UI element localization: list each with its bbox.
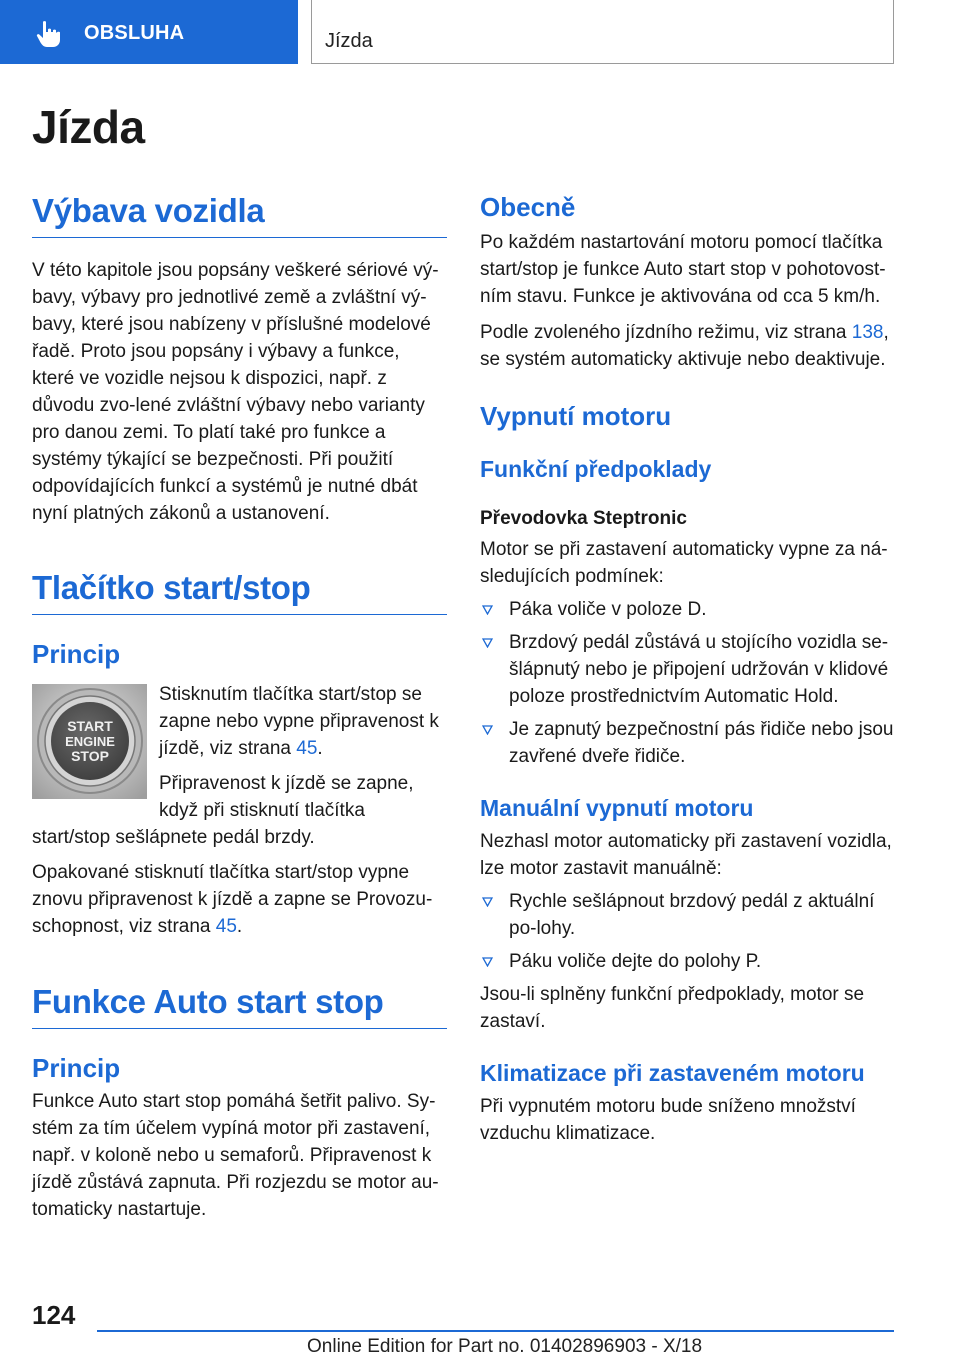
page-link-45[interactable]: 45 bbox=[296, 738, 318, 759]
footer-edition-text: Online Edition for Part no. 01402896903 - X/18 bbox=[307, 1336, 703, 1357]
list-item: Brzdový pedál zůstává u stojícího vozidla se-šlápnutý nebo je připojení udržován v klidové poloze prostřednictvím Automatic Hold. bbox=[480, 629, 896, 710]
section-tab[interactable] bbox=[0, 0, 298, 64]
hand-pointer-icon bbox=[36, 20, 62, 48]
paragraph-manualni-after: Jsou-li splněny funkční předpoklady, motor se zastaví. bbox=[480, 984, 865, 1032]
list-item: Je zapnutý bezpečnostní pás řidiče nebo jsou zavřené dveře řidiče. bbox=[480, 716, 896, 770]
start-engine-stop-icon bbox=[32, 684, 147, 799]
heading-funkce-auto-start-stop: Funkce Auto start stop bbox=[32, 983, 447, 1029]
paragraph-princip-1: Stisknutím tlačítka start/stop se zapne nebo vypne připravenost k jízdě, viz strana 45. bbox=[159, 684, 439, 759]
triangle-bullet-icon bbox=[482, 605, 493, 615]
subheading-princip-1: Princip bbox=[32, 639, 121, 669]
button-text-stop: STOP bbox=[71, 748, 109, 764]
paragraph-obecne-2: Podle zvoleného jízdního režimu, viz strana 138, se systém automaticky aktivuje nebo deaktivuje. bbox=[480, 322, 889, 370]
paragraph-obecne-1: Po každém nastartování motoru pomocí tlačítka start/stop je funkce Auto start stop v pohotovost-ním stavu. Funkce je aktivována od cca 5 km/h. bbox=[480, 232, 886, 307]
heading-klimatizace: Klimatizace při zastaveném motoru bbox=[480, 1060, 865, 1086]
page-title: Jízda bbox=[32, 101, 145, 153]
heading-vypnuti-motoru: Vypnutí motoru bbox=[480, 401, 672, 431]
paragraph-steptronic: Motor se při zastavení automaticky vypne za ná-sledujících podmínek: bbox=[480, 539, 888, 587]
left-column bbox=[32, 192, 447, 1223]
chapter-tab[interactable] bbox=[311, 0, 894, 64]
page-link-138[interactable]: 138 bbox=[851, 322, 884, 343]
heading-tlacitko-start-stop: Tlačítko start/stop bbox=[32, 569, 447, 615]
list-item: Páku voliče dejte do polohy P. bbox=[480, 948, 896, 975]
triangle-bullet-icon bbox=[482, 638, 493, 648]
right-column bbox=[480, 192, 896, 1147]
heading-vybava-vozidla: Výbava vozidla bbox=[32, 192, 447, 238]
button-text-engine: ENGINE bbox=[65, 734, 115, 749]
paragraph-princip-3: Opakované stisknutí tlačítka start/stop vypne znovu připravenost k jízdě a zapne se Provozu-schopnost, viz strana 45. bbox=[32, 862, 433, 937]
paragraph-princip-2: Připravenost k jízdě se zapne, když při stisknutí tlačítka start/stop sešlápnete pedál brzdy. bbox=[32, 773, 414, 848]
heading-obecne: Obecně bbox=[480, 192, 576, 222]
list-item: Páka voliče v poloze D. bbox=[480, 596, 896, 623]
paragraph-klimatizace: Při vypnutém motoru bude sníženo množství vzduchu klimatizace. bbox=[480, 1096, 856, 1144]
triangle-bullet-icon bbox=[482, 957, 493, 967]
section-tab-label: OBSLUHA bbox=[84, 22, 185, 44]
footer-divider bbox=[97, 1330, 894, 1332]
heading-manualni-vypnuti: Manuální vypnutí motoru bbox=[480, 795, 754, 821]
page-number: 124 bbox=[32, 1300, 76, 1330]
paragraph-auto-start-stop: Funkce Auto start stop pomáhá šetřit palivo. Sy-stém za tím účelem vypíná motor při zastavení, např. v koloně nebo u semaforů. Připravenost k jízdě zůstává zapnuta. Při rozjezdu se motor au-tomaticky nastartuje. bbox=[32, 1091, 439, 1220]
page-link-45-b[interactable]: 45 bbox=[215, 916, 237, 937]
list-item: Rychle sešlápnout brzdový pedál z aktuální po-lohy. bbox=[480, 888, 896, 942]
start-stop-button-image bbox=[32, 684, 147, 799]
chapter-tab-label: Jízda bbox=[325, 30, 373, 52]
heading-funkcni-predpoklady: Funkční předpoklady bbox=[480, 456, 712, 482]
paragraph-vybava: V této kapitole jsou popsány veškeré sériové vý-bavy, výbavy pro jednotlivé země a zvláštní vý-bavy, které jsou nabízeny v příslušné modelové řadě. Proto jsou popsány i výbavy a funkce, které ve vozidle nejsou k dispozici, např. z důvodu zvo-lené zvláštní výbavy nebo varianty pro danou zemi. To platí také pro funkce a systémy týkající se bezpečnosti. Při použití odpovídajících funkcí a systémů je nutné dbát nyní platných zákonů a ustanovení. bbox=[32, 260, 439, 524]
subheading-princip-2: Princip bbox=[32, 1053, 121, 1083]
button-text-start: START bbox=[67, 718, 113, 734]
paragraph-manualni: Nezhasl motor automaticky při zastavení vozidla, lze motor zastavit manuálně: bbox=[480, 831, 892, 879]
triangle-bullet-icon bbox=[482, 725, 493, 735]
heading-prevodovka-steptronic: Převodovka Steptronic bbox=[480, 508, 687, 529]
triangle-bullet-icon bbox=[482, 897, 493, 907]
